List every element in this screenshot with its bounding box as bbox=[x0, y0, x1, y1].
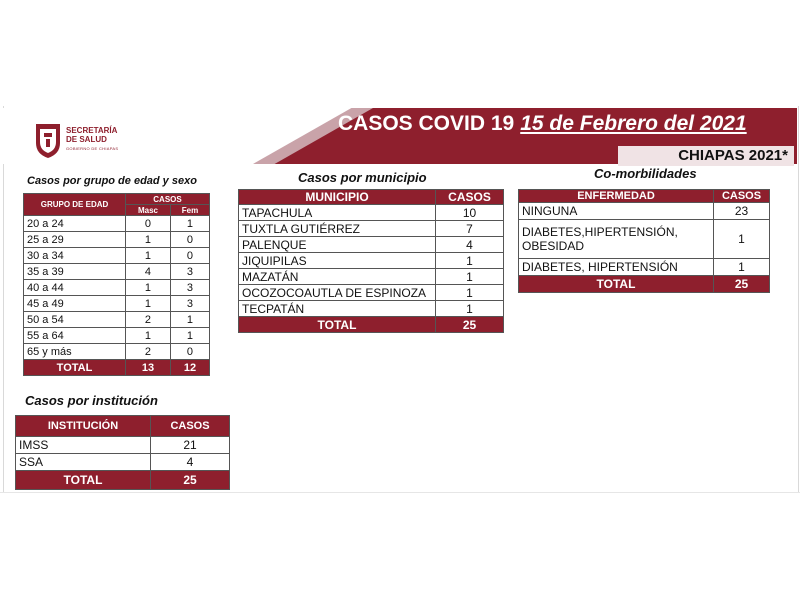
cases-cell: 1 bbox=[436, 269, 504, 285]
total-label: TOTAL bbox=[16, 471, 151, 490]
total-value: 25 bbox=[436, 317, 504, 333]
table-row bbox=[239, 269, 504, 285]
municipio-cell: MAZATÁN bbox=[239, 269, 436, 285]
fem-cell: 1 bbox=[170, 312, 209, 328]
age-col-group: GRUPO DE EDAD bbox=[24, 194, 126, 216]
age-col-fem: Fem bbox=[170, 205, 209, 216]
total-row bbox=[16, 471, 230, 490]
total-label: TOTAL bbox=[24, 360, 126, 376]
table-row bbox=[24, 216, 210, 232]
masc-cell: 1 bbox=[126, 280, 171, 296]
cases-cell: 1 bbox=[714, 220, 770, 259]
comorbilidades-table-title: Co-morbilidades bbox=[594, 166, 697, 181]
logo-line-1: SECRETARÍA bbox=[66, 126, 118, 135]
fem-cell: 0 bbox=[170, 232, 209, 248]
age-group-cell: 65 y más bbox=[24, 344, 126, 360]
masc-cell: 1 bbox=[126, 248, 171, 264]
institucion-table-title: Casos por institución bbox=[25, 393, 158, 408]
total-row bbox=[24, 360, 210, 376]
table-row bbox=[239, 205, 504, 221]
cases-cell: 7 bbox=[436, 221, 504, 237]
total-fem: 12 bbox=[170, 360, 209, 376]
table-row bbox=[24, 280, 210, 296]
enfermedad-cell: DIABETES,HIPERTENSIÓN, OBESIDAD bbox=[519, 220, 714, 259]
title-text: CASOS COVID 19 bbox=[338, 112, 515, 135]
municipio-cell: PALENQUE bbox=[239, 237, 436, 253]
total-value: 25 bbox=[151, 471, 230, 490]
fem-cell: 3 bbox=[170, 264, 209, 280]
masc-cell: 2 bbox=[126, 312, 171, 328]
footer-divider bbox=[0, 492, 800, 493]
cases-cell: 1 bbox=[436, 253, 504, 269]
table-row bbox=[24, 328, 210, 344]
cases-cell: 10 bbox=[436, 205, 504, 221]
age-col-cases: CASOS bbox=[126, 194, 210, 205]
cases-cell: 1 bbox=[436, 301, 504, 317]
municipio-table bbox=[238, 189, 504, 333]
comorbilidades-table bbox=[518, 189, 770, 293]
age-table bbox=[23, 193, 210, 376]
age-group-cell: 20 a 24 bbox=[24, 216, 126, 232]
fem-cell: 3 bbox=[170, 296, 209, 312]
table-row bbox=[24, 264, 210, 280]
age-group-cell: 40 a 44 bbox=[24, 280, 126, 296]
cases-cell: 1 bbox=[436, 285, 504, 301]
cases-cell: 23 bbox=[714, 203, 770, 220]
inst-col-cases: CASOS bbox=[151, 416, 230, 437]
total-row bbox=[519, 276, 770, 293]
fem-cell: 1 bbox=[170, 216, 209, 232]
health-secretariat-logo-icon bbox=[33, 121, 63, 159]
masc-cell: 2 bbox=[126, 344, 171, 360]
fem-cell: 0 bbox=[170, 344, 209, 360]
municipio-cell: JIQUIPILAS bbox=[239, 253, 436, 269]
table-row bbox=[16, 437, 230, 454]
table-row bbox=[24, 344, 210, 360]
cases-cell: 21 bbox=[151, 437, 230, 454]
muni-col-name: MUNICIPIO bbox=[239, 190, 436, 205]
muni-col-cases: CASOS bbox=[436, 190, 504, 205]
masc-cell: 4 bbox=[126, 264, 171, 280]
table-row bbox=[16, 454, 230, 471]
page-title bbox=[338, 112, 747, 136]
masc-cell: 1 bbox=[126, 328, 171, 344]
table-row bbox=[519, 220, 770, 259]
table-row bbox=[239, 285, 504, 301]
logo-subtitle: GOBIERNO DE CHIAPAS bbox=[66, 146, 119, 151]
table-row bbox=[24, 312, 210, 328]
total-masc: 13 bbox=[126, 360, 171, 376]
title-date: 15 de Febrero del 2021 bbox=[520, 112, 747, 135]
age-group-cell: 25 a 29 bbox=[24, 232, 126, 248]
age-group-cell: 55 a 64 bbox=[24, 328, 126, 344]
municipio-cell: TAPACHULA bbox=[239, 205, 436, 221]
municipio-cell: TUXTLA GUTIÉRREZ bbox=[239, 221, 436, 237]
table-row bbox=[24, 232, 210, 248]
enfermedad-cell: DIABETES, HIPERTENSIÓN bbox=[519, 259, 714, 276]
age-table-title: Casos por grupo de edad y sexo bbox=[27, 175, 197, 187]
institucion-cell: IMSS bbox=[16, 437, 151, 454]
municipio-cell: TECPATÁN bbox=[239, 301, 436, 317]
age-group-cell: 50 a 54 bbox=[24, 312, 126, 328]
table-row bbox=[239, 237, 504, 253]
age-group-cell: 45 a 49 bbox=[24, 296, 126, 312]
cases-cell: 4 bbox=[436, 237, 504, 253]
age-group-cell: 30 a 34 bbox=[24, 248, 126, 264]
como-col-name: ENFERMEDAD bbox=[519, 190, 714, 203]
institucion-cell: SSA bbox=[16, 454, 151, 471]
table-row bbox=[24, 248, 210, 264]
table-row bbox=[239, 301, 504, 317]
total-value: 25 bbox=[714, 276, 770, 293]
total-label: TOTAL bbox=[519, 276, 714, 293]
fem-cell: 1 bbox=[170, 328, 209, 344]
table-row bbox=[24, 296, 210, 312]
masc-cell: 0 bbox=[126, 216, 171, 232]
institucion-table bbox=[15, 415, 230, 490]
logo-wordmark bbox=[66, 126, 117, 144]
table-row bbox=[239, 221, 504, 237]
total-row bbox=[239, 317, 504, 333]
como-col-cases: CASOS bbox=[714, 190, 770, 203]
masc-cell: 1 bbox=[126, 232, 171, 248]
logo-line-2: DE SALUD bbox=[66, 135, 107, 144]
fem-cell: 3 bbox=[170, 280, 209, 296]
table-row bbox=[519, 259, 770, 276]
total-label: TOTAL bbox=[239, 317, 436, 333]
masc-cell: 1 bbox=[126, 296, 171, 312]
municipio-table-title: Casos por municipio bbox=[298, 170, 427, 185]
table-row bbox=[239, 253, 504, 269]
enfermedad-cell: NINGUNA bbox=[519, 203, 714, 220]
region-badge: CHIAPAS 2021* bbox=[618, 146, 794, 166]
fem-cell: 0 bbox=[170, 248, 209, 264]
table-row bbox=[519, 203, 770, 220]
age-col-masc: Masc bbox=[126, 205, 171, 216]
inst-col-name: INSTITUCIÓN bbox=[16, 416, 151, 437]
age-group-cell: 35 a 39 bbox=[24, 264, 126, 280]
municipio-cell: OCOZOCOAUTLA DE ESPINOZA bbox=[239, 285, 436, 301]
cases-cell: 4 bbox=[151, 454, 230, 471]
cases-cell: 1 bbox=[714, 259, 770, 276]
